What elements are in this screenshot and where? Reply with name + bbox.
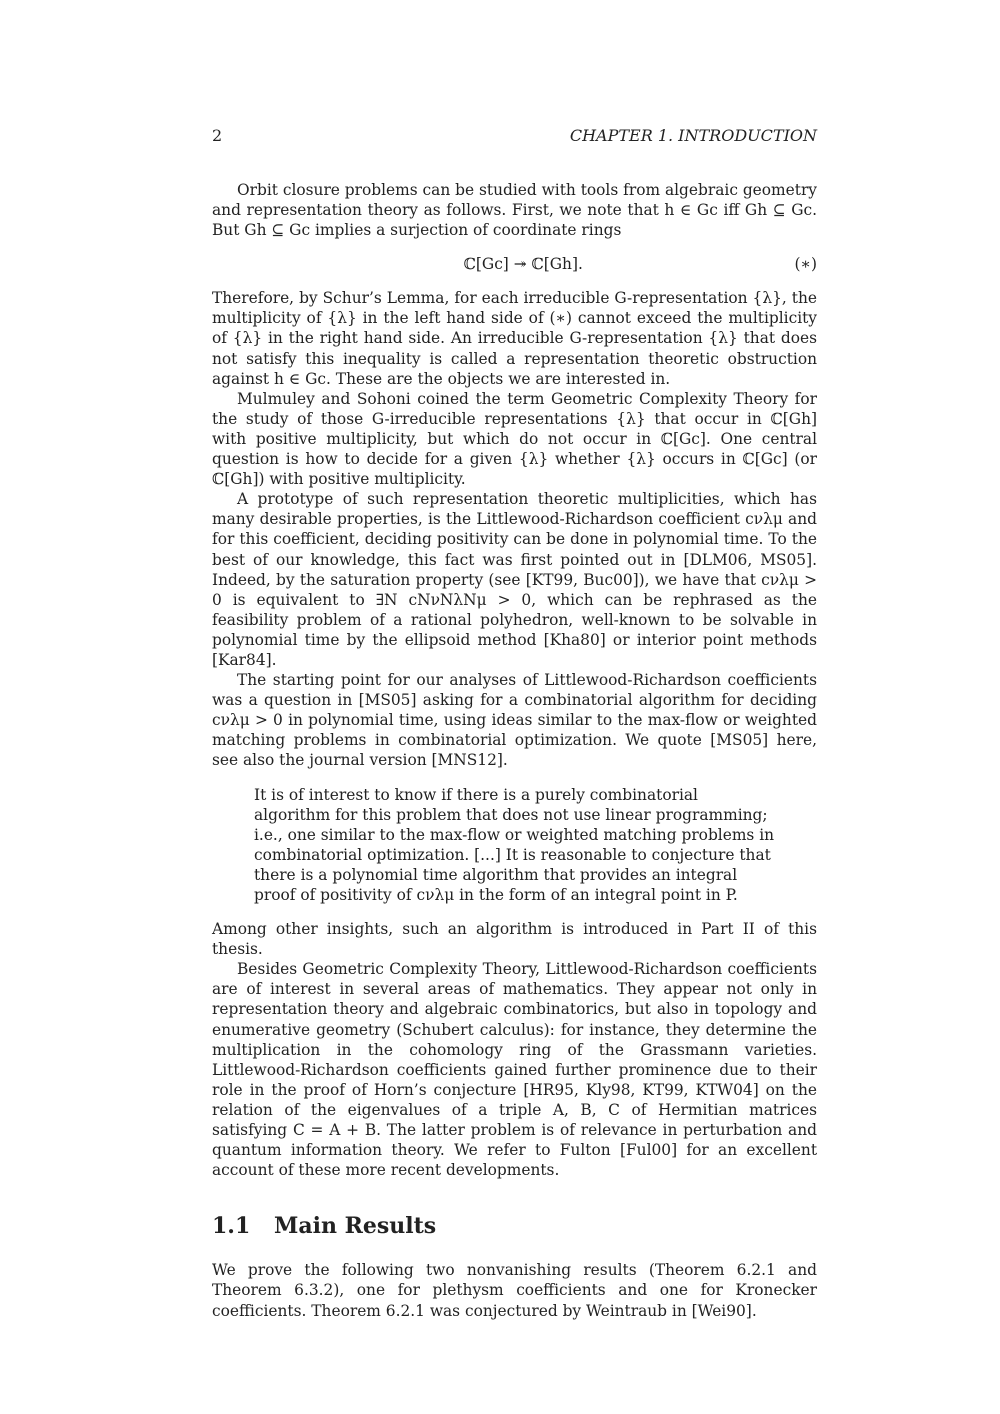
equation-label: (∗)	[794, 255, 817, 274]
paragraph-main-results: We prove the following two nonvanishing results (Theorem 6.2.1 and Theorem 6.3.2), one for plethysm coefficients and one for Kronecker coefficients. Theorem 6.2.1 was conjectured by Weintraub in [Wei90].	[212, 1261, 817, 1320]
block-quote	[254, 785, 775, 906]
chapter-heading: CHAPTER 1. INTRODUCTION	[569, 126, 817, 145]
display-equation	[212, 254, 817, 274]
paragraph-gct: Mulmuley and Sohoni coined the term Geometric Complexity Theory for the study of those G-irreducible representations {λ} that occur in ℂ[Gh] with positive multiplicity, but which do not occur in ℂ[Gc]. One central question is how to decide for a given {λ} whether {λ} occurs in ℂ[Gc] (or ℂ[Gh]) with positive multiplicity.	[212, 389, 817, 489]
running-header	[212, 126, 817, 146]
paragraph-schur-lemma: Therefore, by Schur’s Lemma, for each irreducible G-representation {λ}, the multiplicity of {λ} in the left hand side of (∗) cannot exceed the multiplicity of {λ} in the right hand side. An irreducible G-representation {λ} that does not satisfy this inequality is called a representation theoretic obstruction against h ∈ Gc. These are the objects we are interested in.	[212, 289, 817, 388]
quote-text: It is of interest to know if there is a purely combinatorial algorithm for this problem that does not use linear programming; i.e., one similar to the max-flow or weighted matching problems in combinatorial optimization. [...] It is reasonable to conjecture that there is a polynomial time algorithm that provides an integral proof of positivity of cνλμ in the form of an integral point in P.	[254, 785, 775, 904]
section-title: Main Results	[274, 1213, 437, 1240]
page-number: 2	[212, 126, 223, 145]
section-heading	[212, 1212, 817, 1240]
page	[212, 126, 817, 1321]
paragraph-insights: Among other insights, such an algorithm is introduced in Part II of this thesis.	[212, 920, 817, 959]
section-number: 1.1	[212, 1213, 251, 1240]
paragraph-lr-coefficient: A prototype of such representation theoretic multiplicities, which has many desirable properties, is the Littlewood-Richardson coefficient cνλμ and for this coefficient, deciding positivity can be done in polynomial time. To the best of our knowledge, this fact was first pointed out in [DLM06, MS05]. Indeed, by the saturation property (see [KT99, Buc00]), we have that cνλμ > 0 is equivalent to ∃N cNνNλNμ > 0, which can be rephrased as the feasibility problem of a rational polyhedron, well-known to be solvable in polynomial time by the ellipsoid method [Kha80] or interior point methods [Kar84].	[212, 490, 817, 669]
paragraph-starting-point: The starting point for our analyses of Littlewood-Richardson coefficients was a question in [MS05] asking for a combinatorial algorithm for deciding cνλμ > 0 in polynomial time, using ideas similar to the max-flow or weighted matching problems in combinatorial optimization. We quote [MS05] here, see also the journal version [MNS12].	[212, 671, 817, 770]
paragraph-orbit-closure: Orbit closure problems can be studied with tools from algebraic geometry and representation theory as follows. First, we note that h ∈ Gc iff Gh ⊆ Gc. But Gh ⊆ Gc implies a surjection of coordinate rings	[212, 181, 817, 240]
equation-formula: ℂ[Gc] ↠ ℂ[Gh].	[463, 255, 583, 274]
body-text	[212, 180, 817, 1321]
paragraph-applications: Besides Geometric Complexity Theory, Littlewood-Richardson coefficients are of interest in several areas of mathematics. They appear not only in representation theory and algebraic combinatorics, but also in topology and enumerative geometry (Schubert calculus): for instance, they determine the multiplication in the cohomology ring of the Grassmann varieties. Littlewood-Richardson coefficients gained further prominence due to their role in the proof of Horn’s conjecture [HR95, Kly98, KT99, KTW04] on the relation of the eigenvalues of a triple A, B, C of Hermitian matrices satisfying C = A + B. The latter problem is of relevance in perturbation and quantum information theory. We refer to Fulton [Ful00] for an excellent account of these more recent developments.	[212, 960, 817, 1180]
